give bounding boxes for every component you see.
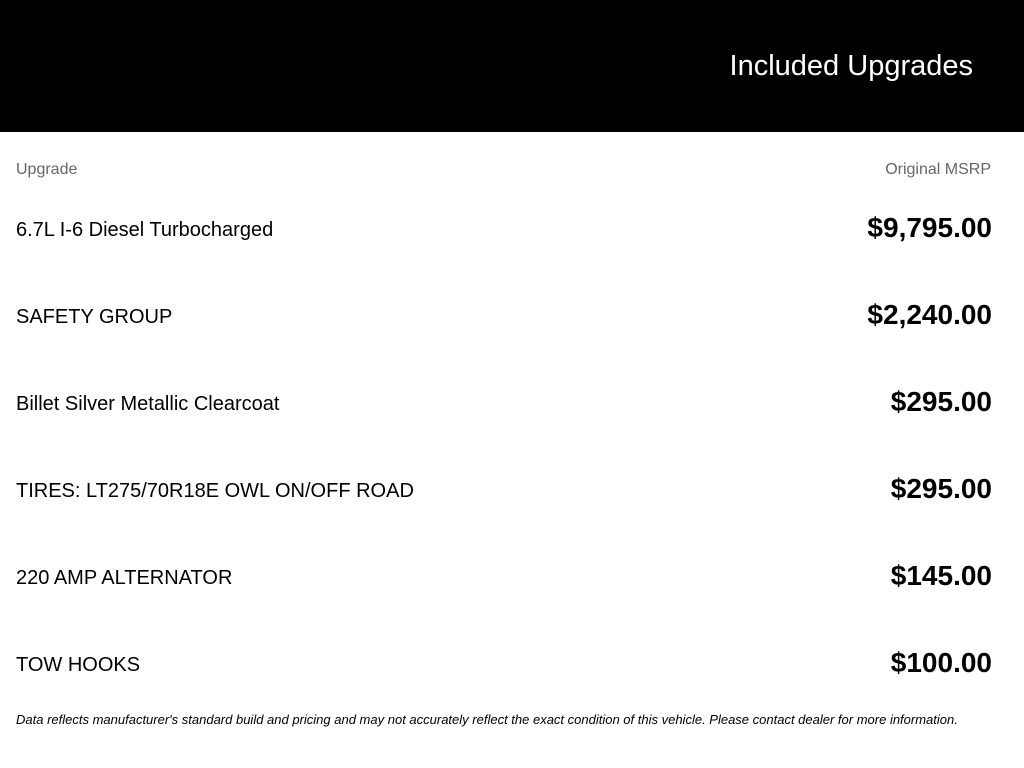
upgrade-price: $145.00	[890, 560, 992, 591]
upgrade-name: Billet Silver Metallic Clearcoat	[16, 393, 280, 415]
column-header-upgrade: Upgrade	[16, 161, 78, 178]
header-banner	[0, 0, 1024, 132]
upgrade-row	[16, 643, 992, 683]
upgrade-price: $2,240.00	[867, 299, 992, 330]
upgrade-row	[16, 469, 992, 509]
upgrade-price: $100.00	[890, 647, 992, 678]
upgrade-name: TIRES: LT275/70R18E OWL ON/OFF ROAD	[16, 480, 414, 502]
upgrade-name: TOW HOOKS	[16, 654, 141, 676]
upgrade-price: $9,795.00	[867, 212, 992, 243]
upgrade-row	[16, 382, 992, 422]
upgrade-row	[16, 295, 992, 335]
upgrade-name: 220 AMP ALTERNATOR	[16, 567, 233, 589]
upgrade-row	[16, 556, 992, 596]
upgrade-name: SAFETY GROUP	[16, 306, 173, 328]
upgrade-name: 6.7L I-6 Diesel Turbocharged	[16, 219, 274, 241]
upgrade-price: $295.00	[890, 386, 992, 417]
upgrade-row	[16, 208, 992, 248]
page-title: Included Upgrades	[729, 50, 973, 82]
column-header-msrp: Original MSRP	[885, 161, 991, 178]
upgrade-price: $295.00	[890, 473, 992, 504]
disclaimer-text: Data reflects manufacturer's standard build and pricing and may not accurately reflect the exact condition of this vehicle. Please contact dealer for more information.	[16, 712, 958, 727]
